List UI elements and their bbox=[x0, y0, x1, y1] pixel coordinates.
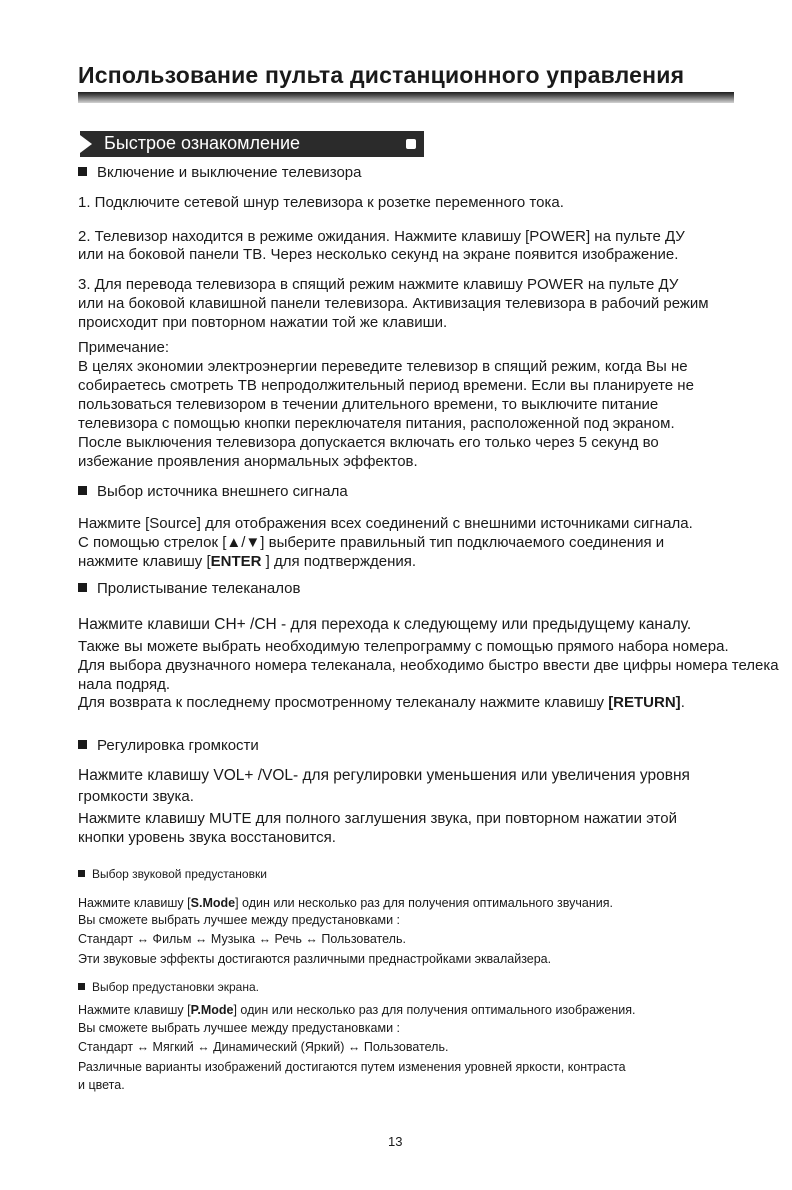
paragraph-line: Нажмите клавишу [P.Mode] один или несколько раз для получения оптимального изображения. bbox=[78, 1003, 636, 1017]
note-line: После выключения телевизора допускается включать его только через 5 секунд во bbox=[78, 434, 659, 451]
paragraph-line: Стандарт ↔ Мягкий ↔ Динамический (Яркий) ↔ Пользователь. bbox=[78, 1040, 449, 1054]
arrow-right-icon bbox=[80, 135, 92, 153]
paragraph-line: происходит при повторном нажатии той же клавиши. bbox=[78, 314, 448, 331]
bullet-square-icon bbox=[78, 167, 87, 176]
key-return: [RETURN] bbox=[608, 694, 681, 711]
square-icon bbox=[406, 139, 416, 149]
note-line: телевизора с помощью кнопки переключателя питания, расположенной под экраном. bbox=[78, 415, 675, 432]
section-heading-sound-preset: Выбор звуковой предустановки bbox=[78, 867, 267, 882]
paragraph-line: Эти звуковые эффекты достигаются различными преднастройками эквалайзера. bbox=[78, 952, 552, 966]
key-pmode: P.Mode bbox=[190, 1003, 234, 1017]
title-underline-bar bbox=[78, 92, 734, 103]
paragraph-line: Для возврата к последнему просмотренному телеканалу нажмите клавишу [RETURN]. bbox=[78, 694, 685, 711]
paragraph-line: Также вы можете выбрать необходимую телепрограмму с помощью прямого набора номера. bbox=[78, 638, 729, 655]
paragraph-line: нала подряд. bbox=[78, 676, 170, 693]
bullet-square-icon bbox=[78, 983, 85, 990]
paragraph-line: или на боковой панели ТВ. Через несколько секунд на экране появится изображение. bbox=[78, 246, 679, 263]
paragraph-line: нажмите клавишу [ENTER ] для подтверждения. bbox=[78, 553, 417, 570]
section-heading-source: Выбор источника внешнего сигнала bbox=[78, 483, 348, 501]
paragraph-line: Для выбора двузначного номера телеканала, необходимо быстро ввести две цифры номера телека bbox=[78, 657, 779, 674]
bullet-square-icon bbox=[78, 583, 87, 592]
note-line: пользоваться телевизором в течении длительного времени, то выключите питание bbox=[78, 396, 659, 413]
paragraph-line: С помощью стрелок [▲/▼] выберите правильный тип подключаемого соединения и bbox=[78, 534, 665, 551]
paragraph-line: кнопки уровень звука восстановится. bbox=[78, 829, 336, 846]
bullet-square-icon bbox=[78, 870, 85, 877]
paragraph-line: Стандарт ↔ Фильм ↔ Музыка ↔ Речь ↔ Пользователь. bbox=[78, 932, 406, 946]
paragraph-line: Различные варианты изображений достигаются путем изменения уровней яркости, контраста bbox=[78, 1060, 626, 1074]
paragraph-line: 1. Подключите сетевой шнур телевизора к розетке переменного тока. bbox=[78, 194, 564, 211]
key-enter: ENTER bbox=[210, 553, 262, 570]
section-heading-volume: Регулировка громкости bbox=[78, 737, 259, 755]
note-line: избежание проявления анормальных эффектов. bbox=[78, 453, 418, 470]
note-line: собираетесь смотреть ТВ непродолжительный период времени. Если вы планируете не bbox=[78, 377, 694, 394]
paragraph-line: громкости звука. bbox=[78, 788, 194, 805]
paragraph-line: Нажмите клавишу MUTE для полного заглушения звука, при повторном нажатии этой bbox=[78, 810, 677, 827]
paragraph-line: Нажмите [Source] для отображения всех соединений с внешними источниками сигнала. bbox=[78, 515, 693, 532]
paragraph-line: Вы сможете выбрать лучшее между предустановками : bbox=[78, 1021, 401, 1035]
section-heading-picture-preset: Выбор предустановки экрана. bbox=[78, 980, 259, 995]
paragraph-line: Нажмите клавишу VOL+ /VOL- для регулировки уменьшения или увеличения уровня bbox=[78, 767, 690, 784]
bullet-square-icon bbox=[78, 486, 87, 495]
paragraph-line: 3. Для перевода телевизора в спящий режим нажмите клавишу POWER на пульте ДУ bbox=[78, 276, 679, 293]
banner-label: Быстрое ознакомление bbox=[104, 133, 301, 153]
note-line: В целях экономии электроэнергии переведите телевизор в спящий режим, когда Вы не bbox=[78, 358, 688, 375]
key-smode: S.Mode bbox=[190, 896, 236, 910]
paragraph-line: Нажмите клавиши CH+ /CH - для перехода к следующему или предыдущему каналу. bbox=[78, 616, 692, 633]
paragraph-line: или на боковой клавишной панели телевизора. Активизация телевизора в рабочий режим bbox=[78, 295, 709, 312]
note-label: Примечание: bbox=[78, 339, 169, 356]
page-title: Использование пульта дистанционного управления bbox=[78, 62, 685, 88]
paragraph-line: и цвета. bbox=[78, 1078, 125, 1092]
page-number: 13 bbox=[388, 1134, 403, 1149]
section-heading-channels: Пролистывание телеканалов bbox=[78, 580, 300, 598]
bullet-square-icon bbox=[78, 740, 87, 749]
section-banner bbox=[80, 131, 424, 157]
paragraph-line: Нажмите клавишу [S.Mode] один или несколько раз для получения оптимального звучания. bbox=[78, 896, 613, 910]
paragraph-line: 2. Телевизор находится в режиме ожидания. Нажмите клавишу [POWER] на пульте ДУ bbox=[78, 228, 685, 245]
paragraph-line: Вы сможете выбрать лучшее между предустановками : bbox=[78, 913, 401, 927]
section-heading-power: Включение и выключение телевизора bbox=[78, 164, 362, 182]
